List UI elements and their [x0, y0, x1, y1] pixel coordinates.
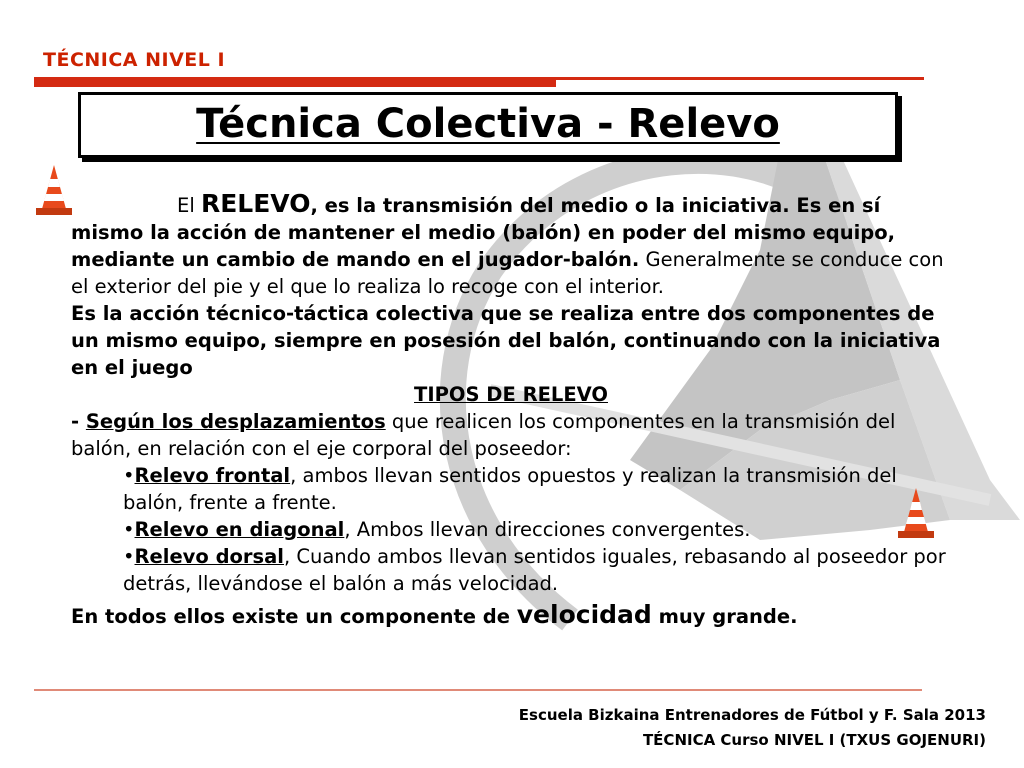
list-item [71, 462, 951, 516]
item-label: Relevo frontal [134, 464, 291, 487]
conclusion-post: muy grande. [651, 605, 798, 628]
item-label: Relevo en diagonal [134, 518, 345, 541]
section-label: TÉCNICA NIVEL I [43, 49, 226, 71]
footer-course: TÉCNICA Curso NIVEL I (TXUS GOJENURI) [642, 731, 986, 749]
intro-plain-text: Generalmente se conduce con el exterior del pie y el que lo realiza lo recoge con el interior. [71, 248, 944, 298]
intro-paragraph [71, 190, 951, 300]
criterion-text: que realicen los componentes en la transmisión del balón, en relación con el eje corporal del poseedor: [71, 410, 896, 460]
item-label: Relevo dorsal [134, 545, 284, 568]
header-accent-line [556, 77, 924, 80]
intro-keyword: RELEVO [200, 189, 311, 218]
bullet: • [123, 545, 135, 568]
definition-paragraph: Es la acción técnico-táctica colectiva que se realiza entre dos componentes de un mismo equipo, siempre en posesión del balón, continuando con la iniciativa en el juego [71, 302, 941, 379]
types-heading: TIPOS DE RELEVO [414, 383, 608, 406]
list-item [71, 516, 951, 543]
bullet: • [123, 518, 135, 541]
header-accent-bar [34, 77, 556, 87]
item-text: , Ambos llevan direcciones convergentes. [344, 518, 751, 541]
item-text: , ambos llevan sentidos opuestos y realizan la transmisión del balón, frente a frente. [123, 464, 897, 514]
criterion-dash: - [71, 410, 86, 433]
title-box [78, 92, 898, 158]
page-title: Técnica Colectiva - Relevo [196, 101, 780, 147]
conclusion-pre: En todos ellos existe un componente de [71, 605, 517, 628]
list-item [71, 543, 951, 597]
footer-divider [34, 689, 922, 691]
criterion-paragraph [71, 408, 951, 462]
body-text [71, 190, 951, 630]
footer-school: Escuela Bizkaina Entrenadores de Fútbol y F. Sala 2013 [518, 706, 986, 724]
conclusion-emphasis: velocidad [516, 600, 652, 629]
item-text: , Cuando ambos llevan sentidos iguales, rebasando al poseedor por detrás, llevándose el balón a más velocidad. [123, 545, 946, 595]
traffic-cone-icon [33, 163, 75, 217]
intro-bold-text: , es la transmisión del medio o la iniciativa. Es en sí mismo la acción de mantener el medio (balón) en poder del mismo equipo, mediante un cambio de mando en el jugador-balón. [71, 194, 896, 271]
conclusion-paragraph [71, 601, 951, 630]
bullet: • [123, 464, 135, 487]
intro-el: El [177, 194, 195, 217]
criterion-label: Según los desplazamientos [85, 410, 386, 433]
